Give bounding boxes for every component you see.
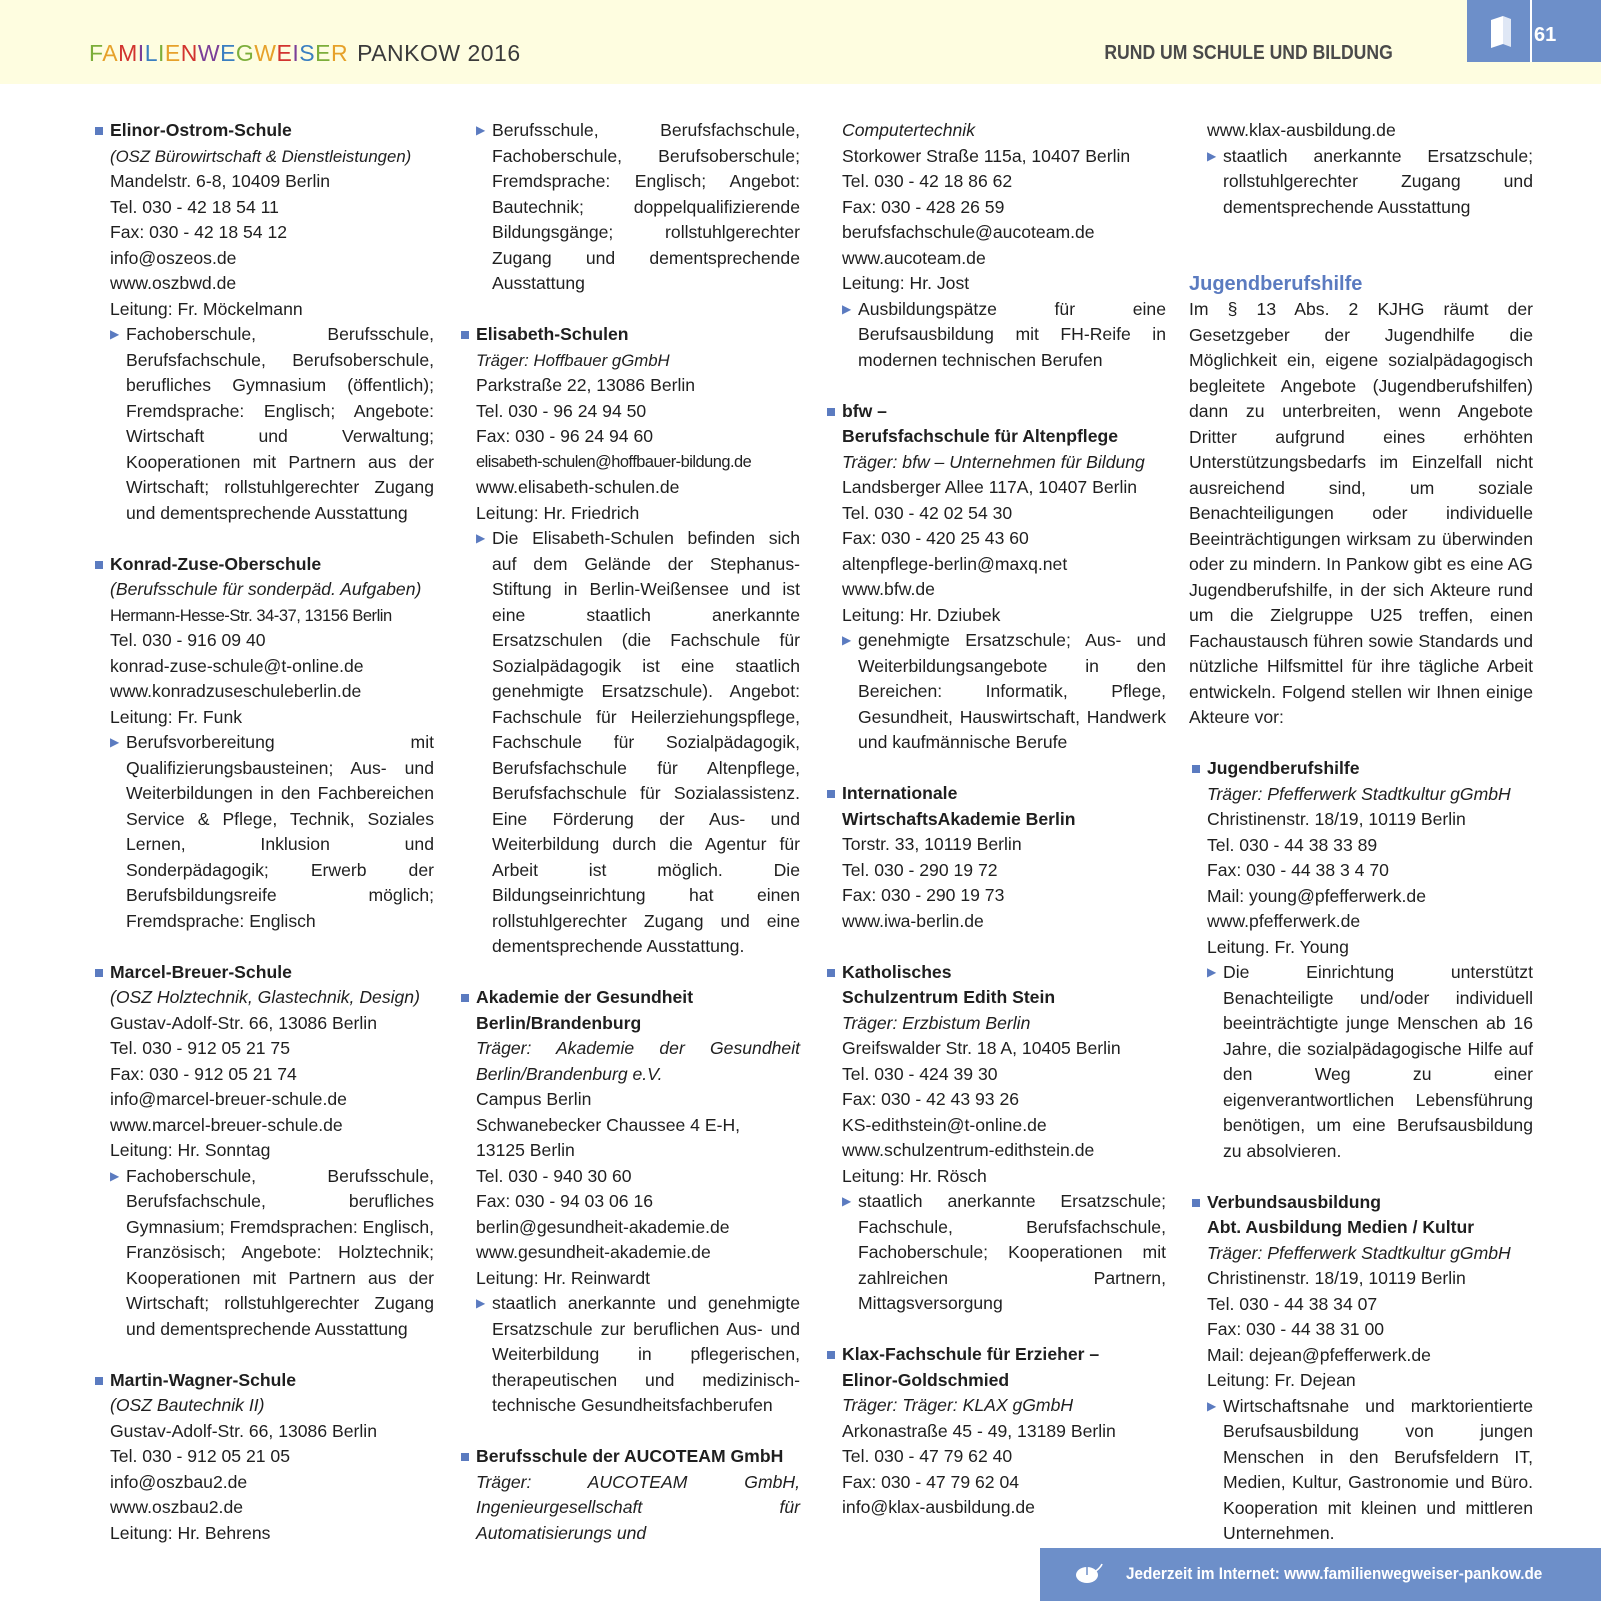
entry-website: www.pfefferwerk.de: [1207, 911, 1361, 931]
entry-description: Fachoberschule, Berufsschule, Berufsfachschule, Berufsoberschule, berufliches Gymnasium (öffentlich); Fremdsprache: Englisch; Angebote: Wirtschaft und Verwaltung; Kooperationen mit Partnern aus der Wirtschaft; rollstuhlgerechter Zugang und dementsprechende Ausstattung: [126, 324, 434, 523]
entry-konrad-zuse-oberschule: [92, 552, 434, 935]
brand-subtitle: PANKOW 2016: [357, 40, 521, 66]
entry-line: Leitung: Hr. Friedrich: [476, 502, 640, 523]
entry-description: Die Einrichtung unterstützt Benachteiligte und/oder individuell beeinträchtigte junge Menschen ab 16 Jahre, die sozialpädagogische Hilfe auf den Weg zu einer eigenverantwortlichen Lebensführung benötigen, um eine Berufsausbildung zu absolvieren.: [1223, 962, 1533, 1161]
square-bullet-icon: [824, 399, 842, 425]
entry-subtitle: (OSZ Bürowirtschaft & Dienstleistungen): [110, 146, 412, 166]
arrow-bullet-icon: ▶: [476, 123, 486, 137]
square-bullet-icon: [458, 985, 476, 1011]
brand-title: [89, 40, 521, 67]
column-1: [92, 118, 434, 1572]
entry-email: Mail: dejean@pfefferwerk.de: [1207, 1344, 1431, 1365]
entry-line: Gustav-Adolf-Str. 66, 13086 Berlin: [110, 1012, 377, 1033]
entry-line: Tel. 030 - 96 24 94 50: [476, 400, 647, 421]
entry-email: info@oszeos.de: [110, 247, 237, 268]
entry-description: staatlich anerkannte und genehmigte Ersatzschule zur beruflichen Aus- und Weiterbildung in pflegerischen, therapeutischen und medizinisch-technische Gesundheitsfachberufen: [492, 1293, 800, 1415]
entry-bfw: [824, 399, 1166, 756]
entry-website: www.oszbau2.de: [110, 1497, 244, 1517]
arrow-bullet-icon: ▶: [1207, 148, 1217, 163]
entry-email: konrad-zuse-schule@t-online.de: [110, 655, 364, 676]
entry-website: www.marcel-breuer-schule.de: [110, 1114, 343, 1135]
entry-akademie-der-gesundheit: [458, 985, 800, 1419]
square-bullet-icon: [92, 118, 110, 144]
entry-line: Tel. 030 - 912 05 21 05: [110, 1446, 290, 1466]
square-bullet-icon: [824, 960, 842, 986]
entry-line: Leitung: Fr. Möckelmann: [110, 298, 303, 319]
entry-title: Elisabeth-Schulen: [476, 324, 629, 344]
arrow-bullet-icon: ▶: [842, 1194, 852, 1208]
entry-title: bfw –: [842, 400, 887, 421]
square-bullet-icon: [824, 781, 842, 807]
brand-letter: E: [220, 40, 236, 66]
entry-title: Akademie der Gesundheit: [476, 987, 694, 1007]
entry-line: Christinenstr. 18/19, 10119 Berlin: [1207, 809, 1466, 829]
entry-description: Ausbildungspätze für eine Berufsausbildung mit FH-Reife in modernen technischen Berufen: [858, 298, 1166, 370]
entry-elinor-ostrom-schule: [92, 118, 434, 526]
entry-title: Klax-Fachschule für Erzieher –: [842, 1344, 1100, 1364]
entry-jugendberufshilfe: [1189, 756, 1533, 1164]
entry-line: Schwanebecker Chaussee 4 E-H,: [476, 1114, 741, 1135]
entry-edith-stein: [824, 960, 1166, 1317]
entry-subtitle: Träger: Träger: KLAX gGmbH: [842, 1395, 1074, 1415]
entry-continuation: [458, 118, 800, 297]
entry-email: info@oszbau2.de: [110, 1471, 248, 1492]
page-footer: [1040, 1548, 1601, 1601]
entry-elisabeth-schulen: [458, 322, 800, 960]
entry-title-line-2: Berlin/Brandenburg: [476, 1012, 642, 1033]
entry-aucoteam: [458, 1444, 800, 1546]
entry-title: Konrad-Zuse-Oberschule: [110, 553, 322, 574]
entry-subtitle: Träger: AUCOTEAM GmbH, Ingenieurgesellschaft für Automatisierungs und: [476, 1471, 800, 1543]
arrow-bullet-icon: ▶: [110, 327, 120, 341]
entry-title-line-2: Berufsfachschule für Altenpflege: [842, 426, 1119, 446]
entry-email: altenpflege-berlin@maxq.net: [842, 553, 1068, 574]
entry-line: Storkower Straße 115a, 10407 Berlin: [842, 145, 1131, 166]
entry-line: 13125 Berlin: [476, 1140, 575, 1160]
brand-letter: N: [180, 40, 198, 66]
arrow-bullet-icon: ▶: [476, 1296, 486, 1310]
entry-line: Mandelstr. 6-8, 10409 Berlin: [110, 171, 331, 191]
mouse-icon: [1074, 1563, 1104, 1585]
entry-line: Leitung. Fr. Young: [1207, 936, 1349, 957]
section-paragraph: Im § 13 Abs. 2 KJHG räumt der Gesetzgeber der Jugendhilfe die Möglichkeit ein, eigene sozialpädagogisch begleitete Angebote (Jugendberufshilfen) dann zu unterbreiten, wenn Angebote Dritter aufgrund eines erhöhten Unterstützungsbedarfs im Einzelfall nicht ausreichend sind, um soziale Benachteiligungen oder individuelle Beeinträchtigungen wirksam zu überwinden oder zu mindern. In Pankow gibt es eine AG Jugendberufshilfe, in der sich Akteure rund um die Zielgruppe U25 treffen, einen Fachaustausch führen sowie Standards und nützliche Hilfsmittel für ihre tägliche Arbeit entwickeln. Folgend stellen wir Ihnen einige Akteure vor:: [1189, 299, 1533, 727]
entry-website: www.aucoteam.de: [842, 247, 986, 268]
brand-letter: G: [235, 40, 255, 66]
entry-subtitle: Träger: Hoffbauer gGmbH: [476, 350, 670, 370]
entry-description: staatlich anerkannte Ersatzschule; rollstuhlgerechter Zugang und dementsprechende Ausstattung: [1223, 145, 1533, 217]
entry-title: Katholisches: [842, 961, 952, 982]
entry-line: Gustav-Adolf-Str. 66, 13086 Berlin: [110, 1420, 377, 1441]
entry-title: Internationale: [842, 783, 958, 803]
entry-line: Fax: 030 - 96 24 94 60: [476, 426, 654, 446]
book-icon: [1489, 16, 1513, 50]
entry-line: Hermann-Hesse-Str. 34-37, 13156 Berlin: [110, 605, 392, 625]
section-jugendberufshilfe: [1189, 271, 1533, 731]
entry-email: elisabeth-schulen@hoffbauer-bildung.de: [476, 452, 752, 471]
entry-title-line-2: Abt. Ausbildung Medien / Kultur: [1207, 1217, 1475, 1237]
arrow-bullet-icon: ▶: [1207, 1398, 1217, 1413]
entry-website: www.elisabeth-schulen.de: [476, 477, 680, 497]
brand-letter: W: [197, 40, 221, 66]
footer-link-text[interactable]: Jederzeit im Internet: www.familienwegweiser-pankow.de: [1126, 1564, 1543, 1583]
entry-email: Mail: young@pfefferwerk.de: [1207, 885, 1426, 906]
entry-line: Tel. 030 - 916 09 40: [110, 630, 266, 650]
square-bullet-icon: [1189, 1190, 1207, 1216]
square-bullet-icon: [458, 1444, 476, 1470]
entry-description: genehmigte Ersatzschule; Aus- und Weiterbildungsangebote in den Bereichen: Informatik, Pflege, Gesundheit, Hauswirtschaft, Handwerk und kaufmännische Berufe: [858, 630, 1166, 752]
column-4: [1189, 118, 1533, 1572]
entry-klax-continuation: [1189, 118, 1533, 220]
entry-line: Fax: 030 - 44 38 3 4 70: [1207, 860, 1389, 880]
entry-line: Fax: 030 - 420 25 43 60: [842, 528, 1029, 548]
entry-email: berufsfachschule@aucoteam.de: [842, 222, 1095, 242]
entry-line: Tel. 030 - 47 79 62 40: [842, 1446, 1013, 1466]
entry-line: Leitung: Hr. Sonntag: [110, 1140, 271, 1160]
page-header: [0, 0, 1601, 84]
entry-klax: [824, 1342, 1166, 1521]
square-bullet-icon: [92, 1368, 110, 1394]
entry-line: Leitung: Hr. Dziubek: [842, 604, 1001, 625]
entry-verbundsausbildung: [1189, 1190, 1533, 1547]
entry-martin-wagner-schule: [92, 1368, 434, 1547]
entry-line: Parkstraße 22, 13086 Berlin: [476, 375, 696, 395]
square-bullet-icon: [92, 960, 110, 986]
entry-line: Tel. 030 - 42 18 86 62: [842, 171, 1013, 191]
entry-line: Landsberger Allee 117A, 10407 Berlin: [842, 477, 1138, 497]
entry-email: KS-edithstein@t-online.de: [842, 1114, 1047, 1135]
square-bullet-icon: [1189, 756, 1207, 782]
entry-title-line-2: Schulzentrum Edith Stein: [842, 987, 1056, 1007]
entry-subtitle: Träger: bfw – Unternehmen für Bildung: [842, 451, 1145, 472]
entry-line: Tel. 030 - 42 02 54 30: [842, 502, 1013, 523]
square-bullet-icon: [458, 322, 476, 348]
entry-email: info@klax-ausbildung.de: [842, 1497, 1035, 1517]
entry-line: Fax: 030 - 912 05 21 74: [110, 1063, 297, 1084]
entry-line: Tel. 030 - 940 30 60: [476, 1165, 632, 1186]
entry-website: www.oszbwd.de: [110, 273, 237, 293]
column-2: [458, 118, 800, 1572]
entry-line: Fax: 030 - 42 18 54 12: [110, 222, 288, 242]
entry-title: Verbundsausbildung: [1207, 1191, 1381, 1212]
entry-website: www.bfw.de: [842, 579, 935, 599]
arrow-bullet-icon: ▶: [842, 633, 852, 647]
brand-letter: M: [118, 40, 138, 66]
entry-line: Torstr. 33, 10119 Berlin: [842, 834, 1022, 854]
entry-website: www.iwa-berlin.de: [842, 910, 984, 931]
brand-letter: I: [157, 40, 165, 66]
entry-line: Leitung: Hr. Behrens: [110, 1522, 271, 1543]
section-title: RUND UM SCHULE UND BILDUNG: [1104, 42, 1393, 64]
page-number: 61: [1534, 24, 1557, 46]
brand-letter: W: [254, 40, 277, 66]
entry-website: www.klax-ausbildung.de: [1207, 120, 1396, 140]
brand-letter: F: [89, 40, 103, 66]
entry-line: Fax: 030 - 44 38 31 00: [1207, 1319, 1385, 1339]
entry-line: Fax: 030 - 47 79 62 04: [842, 1471, 1020, 1492]
entry-line: Leitung: Fr. Dejean: [1207, 1370, 1356, 1390]
entry-website: www.gesundheit-akademie.de: [476, 1242, 711, 1262]
entry-line: Leitung: Hr. Reinwardt: [476, 1267, 651, 1288]
entry-title: Berufsschule der AUCOTEAM GmbH: [476, 1446, 784, 1466]
brand-letter: S: [299, 40, 316, 66]
brand-name: [89, 40, 348, 66]
entry-subtitle: Träger: Pfefferwerk Stadtkultur gGmbH: [1207, 783, 1511, 804]
tab-divider: [1530, 0, 1532, 62]
arrow-bullet-icon: ▶: [110, 735, 120, 749]
entry-marcel-breuer-schule: [92, 960, 434, 1343]
entry-line: Fax: 030 - 94 03 06 16: [476, 1191, 654, 1211]
entry-description: Berufsschule, Berufsfachschule, Fachoberschule, Berufsoberschule; Fremdsprache: Englisch; Angebot: Bautechnik; doppelqualifizierende Bildungsgänge; rollstuhlgerechter Zugang und dementsprechende Ausstattung: [492, 120, 800, 293]
brand-letter: I: [292, 40, 300, 66]
brand-letter: R: [330, 40, 349, 66]
arrow-bullet-icon: ▶: [842, 301, 852, 316]
entry-website: www.schulzentrum-edithstein.de: [842, 1140, 1095, 1160]
entry-title: Marcel-Breuer-Schule: [110, 961, 292, 982]
entry-website: www.konradzuseschuleberlin.de: [110, 681, 362, 701]
entry-subtitle: Träger: Pfefferwerk Stadtkultur gGmbH: [1207, 1242, 1511, 1263]
entry-line: Tel. 030 - 424 39 30: [842, 1063, 998, 1084]
entry-line: Fax: 030 - 428 26 59: [842, 196, 1005, 217]
brand-letter: A: [102, 40, 119, 66]
column-3: [824, 118, 1166, 1546]
entry-line: Leitung: Hr. Jost: [842, 273, 970, 293]
brand-letter: L: [144, 40, 158, 66]
entry-description: Berufsvorbereitung mit Qualifizierungsbausteinen; Aus- und Weiterbildungen in den Fachbereichen Service & Pflege, Technik, Soziales Lernen, Inklusion und Sonderpädagogik; Erwerb der Berufsbildungsreife möglich; Fremdsprache: Englisch: [126, 732, 434, 931]
square-bullet-icon: [824, 1342, 842, 1368]
brand-letter: E: [276, 40, 293, 66]
brand-letter: E: [315, 40, 331, 66]
entry-line: Tel. 030 - 290 19 72: [842, 859, 998, 880]
entry-email: info@marcel-breuer-schule.de: [110, 1089, 347, 1109]
arrow-bullet-icon: ▶: [476, 531, 486, 545]
entry-description: staatlich anerkannte Ersatzschule; Fachschule, Berufsfachschule, Fachoberschule; Kooperationen mit zahlreichen Partnern, Mittagsversorgung: [858, 1191, 1166, 1313]
entry-subtitle: (OSZ Bautechnik II): [110, 1395, 265, 1415]
entry-line: Campus Berlin: [476, 1089, 592, 1109]
entry-line: Greifswalder Str. 18 A, 10405 Berlin: [842, 1038, 1121, 1058]
entry-subtitle: Träger: Erzbistum Berlin: [842, 1012, 1031, 1033]
entry-title-line-2: Elinor-Goldschmied: [842, 1369, 1010, 1390]
entry-email: berlin@gesundheit-akademie.de: [476, 1216, 730, 1237]
entry-line: Fax: 030 - 42 43 93 26: [842, 1089, 1020, 1109]
entry-line: Leitung: Fr. Funk: [110, 706, 243, 727]
entry-subtitle: (OSZ Holztechnik, Glastechnik, Design): [110, 987, 420, 1007]
entry-line: Leitung: Hr. Rösch: [842, 1165, 987, 1186]
entry-description: Die Elisabeth-Schulen befinden sich auf dem Gelände der Stephanus-Stiftung in Berlin-Weißensee und ist eine staatlich anerkannte Ersatzschulen (die Fachschule für Sozialpädagogik ist eine staatlich genehmigte Ersatzschule). Angebot: Fachschule für Heilerziehungspflege, Fachschule für Sozialpädagogik, Berufsfachschule für Altenpflege, Berufsfachschule für Sozialassistenz. Eine Förderung der Aus- und Weiterbildung durch die Agentur für Arbeit ist möglich. Die Bildungseinrichtung hat einen rollstuhlgerechter Zugang und eine dementsprechende Ausstattung.: [492, 528, 800, 956]
section-heading: Jugendberufshilfe: [1189, 273, 1363, 295]
entry-line: Tel. 030 - 912 05 21 75: [110, 1038, 290, 1058]
entry-subtitle: (Berufsschule für sonderpäd. Aufgaben): [110, 579, 422, 599]
brand-letter: I: [137, 40, 145, 66]
entry-description: Wirtschaftsnahe und marktorientierte Berufsausbildung von jungen Menschen in den Berufsfeldern IT, Medien, Kultur, Gastronomie und Büro. Kooperation mit kleinen und mittleren Unternehmen.: [1223, 1395, 1533, 1543]
brand-letter: E: [164, 40, 181, 66]
entry-line: Arkonastraße 45 - 49, 13189 Berlin: [842, 1420, 1116, 1441]
entry-title: Elinor-Ostrom-Schule: [110, 120, 292, 140]
entry-title: Jugendberufshilfe: [1207, 758, 1360, 778]
entry-subtitle: Träger: Akademie der Gesundheit Berlin/Brandenburg e.V.: [476, 1038, 800, 1084]
entry-line: Tel. 030 - 44 38 34 07: [1207, 1293, 1378, 1314]
entry-aucoteam-continuation: [824, 118, 1166, 373]
entry-iwa: [824, 781, 1166, 934]
arrow-bullet-icon: ▶: [1207, 965, 1217, 979]
entry-line: Christinenstr. 18/19, 10119 Berlin: [1207, 1268, 1466, 1288]
entry-line: Tel. 030 - 44 38 33 89: [1207, 834, 1378, 855]
entry-title-line-2: WirtschaftsAkademie Berlin: [842, 808, 1076, 829]
square-bullet-icon: [92, 552, 110, 578]
entry-description: Fachoberschule, Berufsschule, Berufsfachschule, berufliches Gymnasium; Fremdsprachen: Englisch, Französisch; Angebote: Holztechnik; Kooperationen mit Partnern aus der Wirtschaft; rollstuhlgerechter Zugang und dementsprechende Ausstattung: [126, 1165, 435, 1339]
arrow-bullet-icon: ▶: [110, 1168, 120, 1183]
entry-title: Martin-Wagner-Schule: [110, 1369, 297, 1390]
entry-line: Fax: 030 - 290 19 73: [842, 885, 1005, 905]
entry-line: Tel. 030 - 42 18 54 11: [110, 196, 279, 217]
entry-subtitle: Computertechnik: [842, 120, 975, 140]
